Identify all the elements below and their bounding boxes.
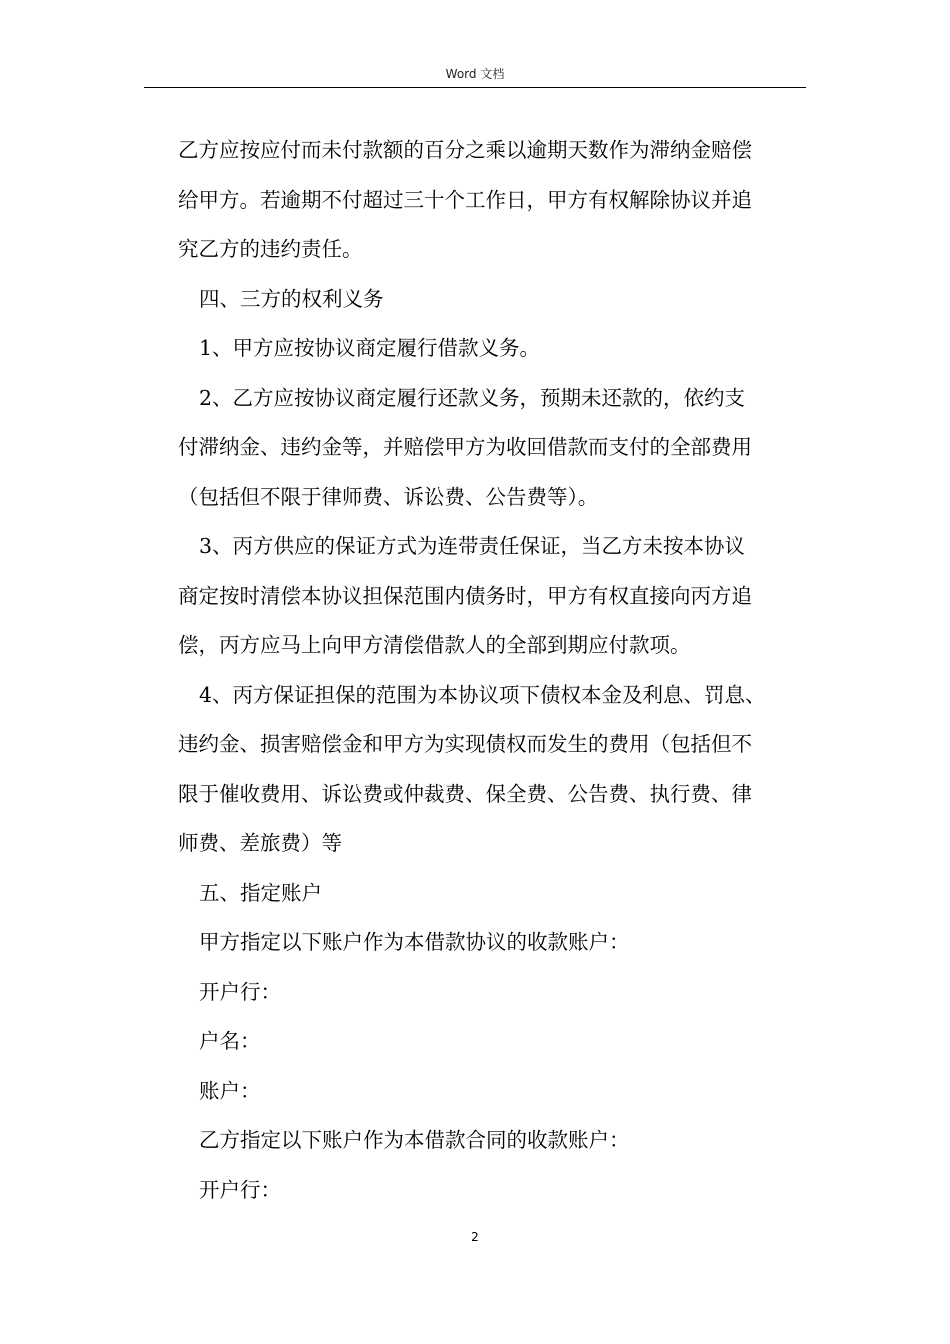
clause-4: 4、丙方保证担保的范围为本协议项下债权本金及利息、罚息、 [199, 682, 766, 707]
account-bank-label: 开户行： [199, 1177, 281, 1202]
body-line: （包括但不限于律师费、诉讼费、公告费等）。 [178, 484, 599, 509]
body-line: 乙方指定以下账户作为本借款合同的收款账户： [199, 1128, 630, 1152]
account-number-label: 账户： [199, 1078, 261, 1103]
section-heading-designated-account: 五、指定账户 [199, 880, 322, 905]
account-name-label: 户名： [199, 1029, 261, 1053]
body-line: 商定按时清偿本协议担保范围内债务时，甲方有权直接向丙方追 [178, 583, 752, 608]
account-bank-label: 开户行： [199, 979, 281, 1004]
section-heading-rights-obligations: 四、三方的权利义务 [199, 286, 384, 311]
body-line: 限于催收费用、诉讼费或仲裁费、保全费、公告费、执行费、律 [178, 781, 752, 806]
page-number: 2 [471, 1230, 479, 1244]
body-line: 付滞纳金、违约金等，并赔偿甲方为收回借款而支付的全部费用 [178, 435, 752, 459]
clause-3: 3、丙方供应的保证方式为连带责任保证，当乙方未按本协议 [199, 534, 746, 558]
body-line: 究乙方的违约责任。 [178, 237, 363, 261]
body-line: 偿，丙方应马上向甲方清偿借款人的全部到期应付款项。 [178, 633, 691, 657]
header-divider [144, 87, 806, 88]
document-body [178, 126, 808, 1215]
clause-2: 2、乙方应按协议商定履行还款义务，预期未还款的，依约支 [199, 385, 746, 410]
body-line: 甲方指定以下账户作为本借款协议的收款账户： [199, 930, 630, 954]
body-line: 违约金、损害赔偿金和甲方为实现债权而发生的费用（包括但不 [178, 732, 752, 756]
clause-1: 1、甲方应按协议商定履行借款义务。 [199, 336, 541, 360]
body-line: 乙方应按应付而未付款额的百分之乘以逾期天数作为滞纳金赔偿 [178, 138, 752, 162]
document-header-title: Word 文档 [445, 67, 505, 81]
body-line: 给甲方。若逾期不付超过三十个工作日，甲方有权解除协议并追 [178, 187, 752, 212]
body-line: 师费、差旅费）等 [178, 831, 342, 855]
